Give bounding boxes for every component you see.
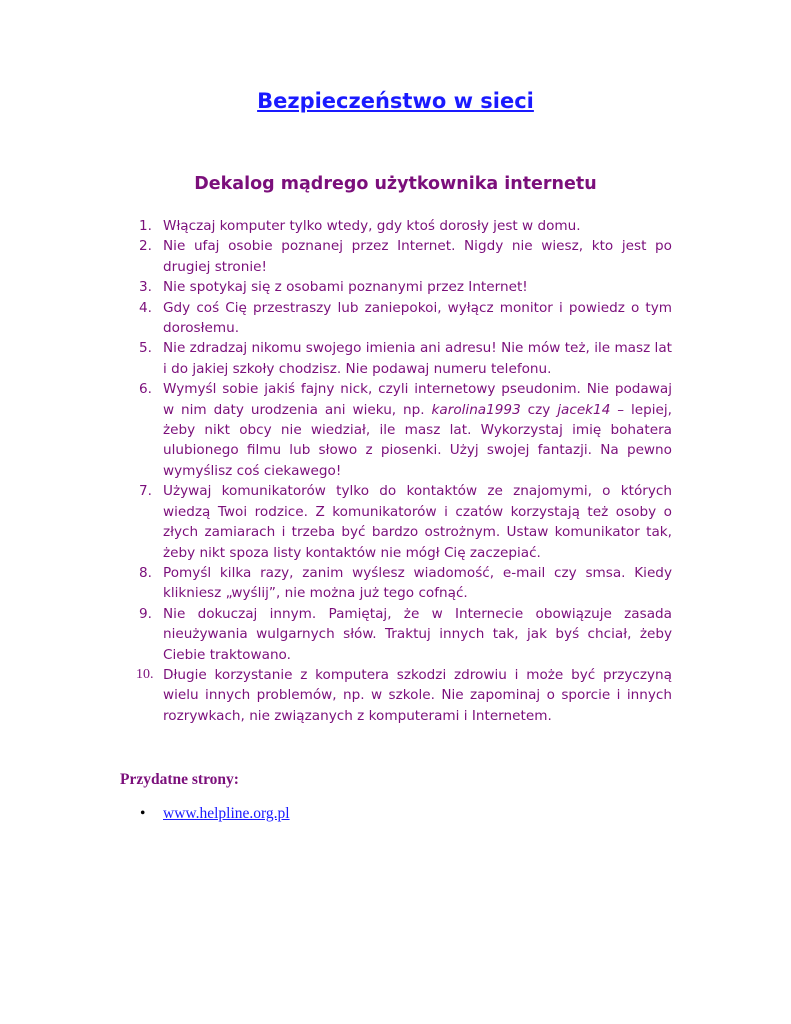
rule-text: Długie korzystanie z komputera szkodzi zdrowiu i może być przyczyną wielu innych problemów, np. w szkole. Nie zapominaj o sporcie i innych rozrywkach, nie związanych z komputerami i Internetem.	[163, 666, 672, 724]
page-subtitle: Dekalog mądrego użytkownika internetu	[194, 174, 597, 194]
rule-number: 8.	[139, 564, 152, 581]
list-item	[124, 665, 672, 726]
rule-text: Używaj komunikatorów tylko do kontaktów ze znajomymi, o których wiedzą Twoi rodzice. Z komunikatorów i czatów korzystają też osoby o złych zamiarach i trzeba być bardzo ostrożnym. Ustaw komunikator tak, żeby nikt spoza listy kontaktów nie mógł Cię zaczepiać.	[163, 483, 672, 561]
rule-text: Gdy coś Cię przestraszy lub zaniepokoi, wyłącz monitor i powiedz o tym dorosłemu.	[163, 299, 672, 337]
rule-number: 6.	[139, 381, 152, 398]
rule-text	[163, 381, 672, 479]
list-item	[124, 216, 672, 236]
rule-number: 4.	[139, 299, 152, 316]
rule-number: 9.	[139, 605, 152, 622]
list-item	[124, 481, 672, 563]
rule-text-part: czy	[520, 401, 558, 418]
rule-text-part: Wymyśl sobie jakiś fajny nick, czyli internetowy pseudonim. Nie podawaj w nim daty urodzenia ani wieku, np.	[163, 381, 672, 418]
bullet-icon: •	[140, 805, 146, 822]
rule-text: Pomyśl kilka razy, zanim wyślesz wiadomość, e-mail czy smsa. Kiedy klikniesz „wyślij”, nie można już tego cofnąć.	[163, 564, 672, 602]
page-title: Bezpieczeństwo w sieci	[257, 89, 534, 113]
list-item	[124, 298, 672, 339]
rule-text: Nie spotykaj się z osobami poznanymi przez Internet!	[163, 279, 528, 296]
example-nick: karolina1993	[431, 401, 521, 418]
helpline-link[interactable]: www.helpline.org.pl	[163, 805, 290, 822]
useful-links-list	[140, 805, 290, 823]
rule-number: 7.	[139, 483, 152, 500]
rule-number: 2.	[139, 238, 152, 255]
list-item	[124, 277, 672, 297]
rule-number: 10.	[136, 666, 154, 682]
rule-text: Włączaj komputer tylko wtedy, gdy ktoś dorosły jest w domu.	[163, 218, 581, 234]
rule-text: Nie ufaj osobie poznanej przez Internet. Nigdy nie wiesz, kto jest po drugiej stronie!	[163, 238, 672, 275]
rule-number: 5.	[139, 340, 152, 357]
example-nick: jacek14	[557, 401, 611, 418]
list-item	[124, 563, 672, 604]
rules-list	[124, 216, 672, 726]
list-item	[124, 236, 672, 277]
rule-text: Nie zdradzaj nikomu swojego imienia ani adresu! Nie mów też, ile masz lat i do jakiej szkoły chodzisz. Nie podawaj numeru telefonu.	[163, 340, 672, 377]
rule-text-part: – lepiej, żeby nikt obcy nie wiedział, ile masz lat. Wykorzystaj imię bohatera ulubionego filmu lub słowo z piosenki. Użyj swojej fantazji. Na pewno wymyślisz coś ciekawego!	[163, 401, 673, 479]
list-item	[124, 379, 672, 481]
list-item	[124, 604, 672, 665]
rule-number: 3.	[139, 279, 152, 296]
list-item	[124, 338, 672, 379]
rule-text: Nie dokuczaj innym. Pamiętaj, że w Internecie obowiązuje zasada nieużywania wulgarnych słów. Traktuj innych tak, jak byś chciał, żeby Ciebie traktowano.	[163, 605, 672, 663]
rule-number: 1.	[139, 218, 152, 234]
useful-links-heading: Przydatne strony:	[120, 771, 239, 788]
list-item	[140, 805, 290, 823]
